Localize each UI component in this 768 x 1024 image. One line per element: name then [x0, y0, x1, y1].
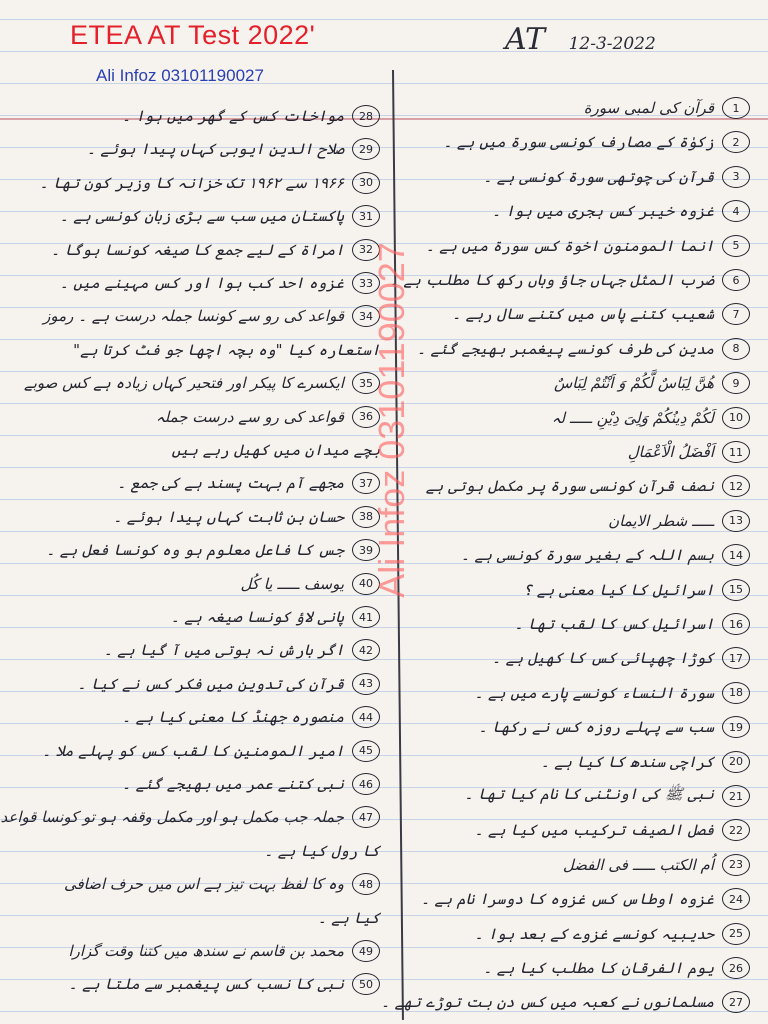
question-text: نبی ﷺ کی اونٹنی کا نام کیا تھا ۔ — [464, 785, 714, 803]
question-item — [40, 269, 380, 297]
question-number: 7 — [722, 303, 750, 325]
question-number: 11 — [722, 441, 750, 463]
question-item — [40, 570, 380, 598]
question-text: صلاح الدین ایوبی کہاں پیدا ہوئے ۔ — [86, 140, 344, 159]
question-text: منصورہ جھنڈ کا معنی کیا ہے ۔ — [122, 708, 344, 727]
question-number: 48 — [352, 873, 380, 895]
question-item — [40, 302, 380, 330]
question-text: اسرائیل کس کا لقب تھا ۔ — [514, 615, 714, 633]
question-item — [40, 202, 380, 230]
question-text: کراچی سندھ کا کیا ہے ۔ — [540, 752, 714, 771]
question-item — [410, 197, 750, 225]
question-text: غزوہ احد کب ہوا اور کس مہینے میں ۔ — [59, 274, 344, 292]
question-text: محمد بن قاسم نے سندھ میں کتنا وقت گزارا — [68, 942, 344, 960]
question-number: 45 — [352, 740, 380, 762]
question-text: لَکُمْ دِینُکُمْ وَلِیَ دِیْنِ ـــــ لہ — [551, 408, 714, 427]
question-number: 13 — [722, 510, 750, 532]
question-number: 3 — [722, 166, 750, 188]
question-item — [40, 636, 380, 664]
question-text: مجھے آم بہت پسند ہے کی جمع ۔ — [117, 474, 344, 493]
question-item — [410, 507, 750, 535]
question-text: اُم الکتب ـــــ فی الفضل — [562, 855, 714, 874]
question-text: قواعد کی رو سے درست جملہ — [155, 407, 344, 426]
question-item — [40, 904, 380, 932]
question-item — [410, 438, 750, 466]
question-number: 25 — [722, 923, 750, 945]
question-number: 30 — [352, 172, 380, 194]
question-text: ـــــ شطر الایمان — [608, 511, 714, 530]
question-item — [40, 670, 380, 698]
question-number: 14 — [722, 544, 750, 566]
question-text: یوسف ـــــ یا کُل — [240, 574, 344, 593]
question-item — [40, 536, 380, 564]
question-text: غزوہ اوطاس کس غزوہ کا دوسرا نام ہے ۔ — [420, 890, 714, 909]
question-text: قرآن کی لمبی سورة — [583, 99, 714, 117]
question-text: پاکستان میں سب سے بڑی زبان کونسی ہے ۔ — [59, 207, 344, 226]
question-item — [40, 603, 380, 631]
question-number: 37 — [352, 472, 380, 494]
question-number: 24 — [722, 888, 750, 910]
question-number: 32 — [352, 239, 380, 261]
question-text: استعارہ کیا "وہ بچہ اچھا جو فٹ کرتا ہے" — [73, 340, 380, 359]
question-item — [40, 503, 380, 531]
question-text: امیر المومنین کا لقب کس کو پہلے ملا ۔ — [42, 741, 344, 760]
question-text: قرآن کی تدوین میں فکر کس نے کیا ۔ — [77, 674, 344, 693]
question-number: 18 — [722, 682, 750, 704]
question-number: 22 — [722, 819, 750, 841]
question-text: جملہ جب مکمل ہو اور مکمل وقفہ ہو تو کونسا قواعد — [0, 808, 344, 827]
question-text: اگر بارش نہ ہوتی میں آ گیا ہے ۔ — [103, 641, 344, 660]
question-item — [410, 920, 750, 948]
question-item — [410, 369, 750, 397]
question-number: 40 — [352, 573, 380, 595]
question-text: مواخات کس کے گھر میں ہوا ۔ — [122, 107, 344, 125]
question-number: 49 — [352, 940, 380, 962]
question-item — [410, 128, 750, 156]
question-text: ۱۹۶۶ سے ۱۹۶۲ تک خزانہ کا وزیر کون تھا ۔ — [39, 173, 344, 192]
hand-label: AT — [505, 22, 546, 57]
question-item — [40, 135, 380, 163]
question-number: 16 — [722, 613, 750, 635]
question-number: 12 — [722, 475, 750, 497]
question-number: 21 — [722, 785, 750, 807]
question-item — [410, 94, 750, 122]
question-item — [410, 472, 750, 500]
question-item — [40, 403, 380, 431]
question-text: امراۃ کے لیے جمع کا صیغہ کونسا ہوگا ۔ — [50, 240, 344, 259]
question-item — [40, 770, 380, 798]
question-number: 50 — [352, 973, 380, 995]
question-text: کوڑا چھپائی کس کا کھیل ہے ۔ — [492, 649, 714, 668]
question-number: 35 — [352, 372, 380, 394]
question-number: 39 — [352, 539, 380, 561]
question-item — [410, 610, 750, 638]
question-text: ضرب المثل جہاں جاؤ وہاں رکھ کا مطلب ہے ۔ — [389, 271, 714, 289]
question-item — [40, 870, 380, 898]
question-number: 38 — [352, 506, 380, 528]
question-number: 46 — [352, 773, 380, 795]
question-number: 36 — [352, 406, 380, 428]
question-item — [410, 816, 750, 844]
question-item — [410, 679, 750, 707]
question-item — [40, 436, 380, 464]
watermark: Ali Infoz 03101190027 — [371, 242, 412, 598]
question-number: 28 — [352, 105, 380, 127]
question-text: حسان بن ثابت کہاں پیدا ہوئے ۔ — [113, 507, 344, 526]
question-number: 19 — [722, 716, 750, 738]
question-number: 10 — [722, 407, 750, 429]
question-text: وہ کا لفظ بہت تیز ہے اس میں حرف اضافی — [63, 875, 344, 894]
question-item — [410, 335, 750, 363]
question-item — [410, 644, 750, 672]
question-item — [410, 404, 750, 432]
question-text: نصف قرآن کونسی سورة پر مکمل ہوتی ہے — [425, 477, 714, 496]
question-item — [40, 837, 380, 865]
question-text: فصل الصیف ترکیب میں کیا ہے ۔ — [474, 821, 714, 840]
handwritten-header — [505, 22, 656, 57]
question-number: 43 — [352, 673, 380, 695]
question-number: 15 — [722, 579, 750, 601]
question-item — [410, 541, 750, 569]
question-text: کیا ہے ۔ — [317, 908, 380, 927]
question-item — [40, 469, 380, 497]
question-text: جس کا فاعل معلوم ہو وہ کونسا فعل ہے ۔ — [46, 541, 344, 560]
question-item — [389, 266, 750, 294]
page-title: ETEA AT Test 2022' — [70, 20, 316, 50]
question-item — [410, 954, 750, 982]
question-number: 42 — [352, 639, 380, 661]
question-item — [410, 748, 750, 776]
question-text: نبی کتنے عمر میں بھیجے گئے ۔ — [122, 775, 344, 793]
question-number: 1 — [722, 97, 750, 119]
question-text: نبی کا نسب کس پیغمبر سے ملتا ہے ۔ — [68, 975, 344, 994]
question-number: 9 — [722, 372, 750, 394]
question-item — [410, 713, 750, 741]
question-item — [40, 970, 380, 998]
question-number: 6 — [722, 269, 750, 291]
question-item — [0, 803, 380, 831]
question-text: مسلمانوں نے کعبہ میں کس دن بت توڑے تھے ۔ — [381, 993, 714, 1012]
question-number: 33 — [352, 272, 380, 294]
question-item — [410, 232, 750, 260]
question-number: 41 — [352, 606, 380, 628]
question-item — [410, 782, 750, 810]
question-text: شعیب کتنے پاس میں کتنے سال رہے ۔ — [452, 305, 714, 324]
question-number: 31 — [352, 205, 380, 227]
question-number: 47 — [352, 806, 380, 828]
question-text: بچے میدان میں کھیل رہے ہیں — [171, 441, 380, 459]
question-item — [410, 576, 750, 604]
question-text: قرآن کی چوتھی سورة کونسی ہے ۔ — [483, 167, 714, 186]
question-text: حدیبیہ کونسے غزوے کے بعد ہوا ۔ — [474, 924, 714, 943]
question-item — [40, 102, 380, 130]
question-number: 44 — [352, 706, 380, 728]
question-text: سب سے پہلے روزہ کس نے رکھا ۔ — [478, 718, 714, 737]
question-number: 26 — [722, 957, 750, 979]
hand-date: 12-3-2022 — [568, 34, 656, 54]
question-item — [40, 336, 380, 364]
question-item — [40, 737, 380, 765]
question-text: کا رول کیا ہے ۔ — [264, 841, 380, 860]
question-item — [410, 885, 750, 913]
question-text: زکوٰۃ کے مصارف کونسی سورة میں ہے ۔ — [443, 133, 714, 152]
question-item — [40, 169, 380, 197]
question-text: اسرائیل کا کیا معنی ہے ؟ — [523, 580, 714, 599]
question-number: 2 — [722, 131, 750, 153]
question-item — [410, 163, 750, 191]
question-number: 5 — [722, 235, 750, 257]
question-number: 29 — [352, 138, 380, 160]
question-item — [40, 937, 380, 965]
question-text: ھُنَّ لِبَاسٌ لَّكُمْ وَ اَنْتُمْ لِبَاسٌ — [553, 374, 714, 393]
question-number: 34 — [352, 305, 380, 327]
question-text: اَفْضَلُ الْاَعْمَالِ — [627, 443, 714, 461]
question-number: 27 — [722, 991, 750, 1013]
page-subtitle: Ali Infoz 03101190027 — [96, 66, 264, 85]
question-item — [40, 236, 380, 264]
question-text: مدین کی طرف کونسے پیغمبر بھیجے گئے ۔ — [416, 339, 714, 358]
question-number: 23 — [722, 854, 750, 876]
question-number: 4 — [722, 200, 750, 222]
question-number: 17 — [722, 647, 750, 669]
question-text: بسم اللہ کے بغیر سورة کونسی ہے ۔ — [460, 546, 714, 565]
question-text: ایکسرے کا پیکر اور فتحیر کہاں زیادہ ہے کس صوبے — [23, 374, 344, 393]
question-item — [23, 369, 380, 397]
question-item — [410, 851, 750, 879]
question-item — [410, 300, 750, 328]
question-number: 8 — [722, 338, 750, 360]
question-text: پانی لاؤ کونسا صیغہ ہے ۔ — [170, 608, 344, 626]
question-number: 20 — [722, 751, 750, 773]
question-text: قواعد کی رو سے کونسا جملہ درست ہے ۔ رموز — [43, 307, 344, 326]
question-item — [40, 703, 380, 731]
question-text: غزوہ خیبر کس ہجری میں ہوا ۔ — [492, 202, 714, 221]
question-item — [381, 988, 750, 1016]
question-text: سورة النساء کونسے پارے میں ہے ۔ — [474, 683, 714, 702]
question-text: انما المومنون اخوۃ کس سورة میں ہے ۔ — [425, 236, 714, 255]
question-text: یوم الفرقان کا مطلب کیا ہے ۔ — [483, 959, 714, 977]
